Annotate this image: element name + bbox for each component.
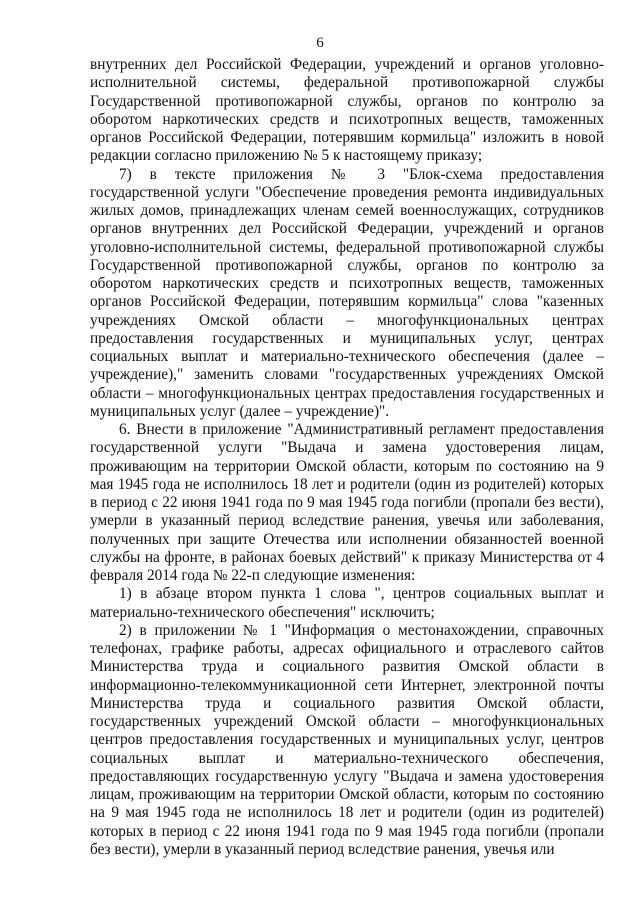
paragraph-point-6: 6. Внести в приложение "Административный регламент предоставления государственной услуги "Выдача и замена удостоверения лицам, проживающим на территории Омской области, которым по состоянию на 9 мая 1945 года не исполнилось 18 лет и родители (один из родителей) которых в период с 22 июня 1941 года по 9 мая 1945 года погибли (пропали без вести), умерли в указанный период вследствие ранения, увечья или заболевания, полученных при защите Отечества или исполнении обязанностей военной службы на фронте, в районах боевых действий" к приказу Министерства от 4 февраля 2014 года № 22-п следующие изменения: — [90, 421, 604, 584]
paragraph-item-7: 7) в тексте приложения № 3 "Блок-схема предоставления государственной услуги "Обеспечение проведения ремонта индивидуальных жилых домов, принадлежащих членам семей военнослужащих, сотрудников органов внутренних дел Российской Федерации, учреждений и органов уголовно-исполнительной системы, федеральной противопожарной службы Государственной противопожарной службы, органов по контролю за оборотом наркотических средств и психотропных веществ, таможенных органов Российской Федерации, потерявшим кормильца" слова "казенных учреждениях Омской области – многофункциональных центрах предоставления государственных и муниципальных услуг, центрах социальных выплат и материально-технического обеспечения (далее – учреждение)," заменить словами "государственных учреждениях Омской области – многофункциональных центрах предоставления государственных и муниципальных услуг (далее – учреждение)". — [90, 165, 604, 420]
paragraph-continuation: внутренних дел Российской Федерации, учреждений и органов уголовно-исполнительной системы, федеральной противопожарной службы Государственной противопожарной службы, органов по контролю за оборотом наркотических средств и психотропных веществ, таможенных органов Российской Федерации, потерявшим кормильца" изложить в новой редакции согласно приложению № 5 к настоящему приказу; — [90, 56, 604, 165]
paragraph-subitem-2: 2) в приложении № 1 "Информация о местонахождении, справочных телефонах, графике работы, адресах официального и отраслевого сайтов Министерства труда и социального развития Омской области в информационно-телекоммуникационной сети Интернет, электронной почты Министерства труда и социального развития Омской области, государственных учреждений Омской области – многофункциональных центров предоставления государственных и муниципальных услуг, центров социальных выплат и материально-технического обеспечения, предоставляющих государственную услугу "Выдача и замена удостоверения лицам, проживающим на территории Омской области, которым по состоянию на 9 мая 1945 года не исполнилось 18 лет и родители (один из родителей) которых в период с 22 июня 1941 года по 9 мая 1945 года погибли (пропали без вести), умерли в указанный период вследствие ранения, увечья или — [90, 621, 604, 858]
document-body — [90, 56, 604, 859]
page-number: 6 — [316, 35, 324, 51]
paragraph-subitem-1: 1) в абзаце втором пункта 1 слова ", центров социальных выплат и материально-технического обеспечения" исключить; — [90, 585, 604, 621]
